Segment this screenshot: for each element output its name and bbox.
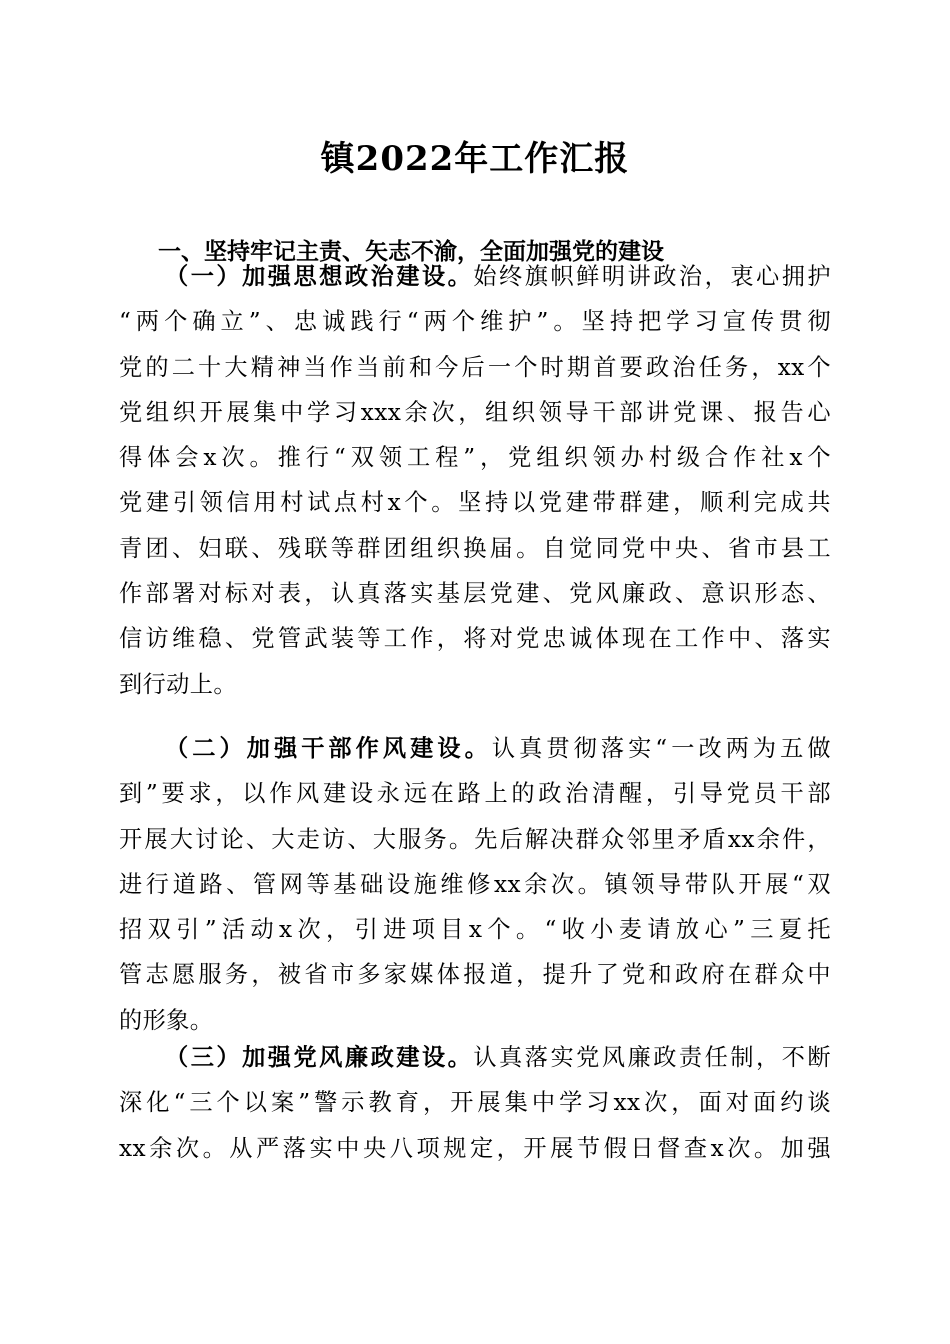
paragraph-line: 招双引”活动x次，引进项目x个。“收小麦请放心”三夏托 bbox=[119, 916, 831, 944]
paragraph-line: 青团、妇联、残联等群团组织换届。自觉同党中央、省市县工 bbox=[119, 534, 831, 562]
paragraph-line: （一）加强思想政治建设。始终旗帜鲜明讲政治，衷心拥护 bbox=[165, 263, 831, 290]
paragraph-line: “两个确立”、忠诚践行“两个维护”。坚持把学习宣传贯彻 bbox=[119, 308, 831, 336]
document-title: 镇2022年工作汇报 bbox=[320, 139, 630, 179]
paragraph-line: 到行动上。 bbox=[119, 670, 237, 698]
paragraph-lead: （三）加强党风廉政建设。 bbox=[165, 1044, 474, 1071]
paragraph-line: （三）加强党风廉政建设。认真落实党风廉政责任制，不断 bbox=[165, 1044, 831, 1071]
paragraph-line: 开展大讨论、大走访、大服务。先后解决群众邻里矛盾xx余件， bbox=[119, 825, 831, 853]
paragraph-line: 党建引领信用村试点村x个。坚持以党建带群建，顺利完成共 bbox=[119, 489, 831, 517]
paragraph-line: 深化“三个以案”警示教育，开展集中学习xx次，面对面约谈 bbox=[119, 1089, 831, 1117]
paragraph-line: 的形象。 bbox=[119, 1006, 214, 1034]
paragraph-integrity-building bbox=[119, 1035, 831, 1171]
paragraph-lead: （一）加强思想政治建设。 bbox=[165, 263, 474, 290]
paragraph-line: 得体会x次。推行“双领工程”，党组织领办村级合作社x个 bbox=[119, 444, 831, 472]
section-heading-1: 一、坚持牢记主责、矢志不渝，全面加强党的建设 bbox=[158, 239, 664, 265]
paragraph-line: 党的二十大精神当作当前和今后一个时期首要政治任务，xx个 bbox=[119, 353, 831, 381]
paragraph-line: 管志愿服务，被省市多家媒体报道，提升了党和政府在群众中 bbox=[119, 961, 831, 989]
paragraph-ideological-building bbox=[119, 254, 831, 707]
paragraph-work-style-building bbox=[119, 726, 831, 1043]
paragraph-line: 信访维稳、党管武装等工作，将对党忠诚体现在工作中、落实 bbox=[119, 625, 831, 653]
paragraph-line: （二）加强干部作风建设。认真贯彻落实“一改两为五做 bbox=[165, 735, 831, 762]
paragraph-line: xx余次。从严落实中央八项规定，开展节假日督查x次。加强 bbox=[119, 1134, 831, 1162]
paragraph-line: 作部署对标对表，认真落实基层党建、党风廉政、意识形态、 bbox=[119, 580, 831, 608]
paragraph-line: 进行道路、管网等基础设施维修xx余次。镇领导带队开展“双 bbox=[119, 870, 831, 898]
paragraph-lead: （二）加强干部作风建设。 bbox=[165, 735, 492, 762]
paragraph-line: 到”要求，以作风建设永远在路上的政治清醒，引导党员干部 bbox=[119, 780, 831, 808]
paragraph-line: 党组织开展集中学习xxx余次，组织领导干部讲党课、报告心 bbox=[119, 398, 831, 426]
